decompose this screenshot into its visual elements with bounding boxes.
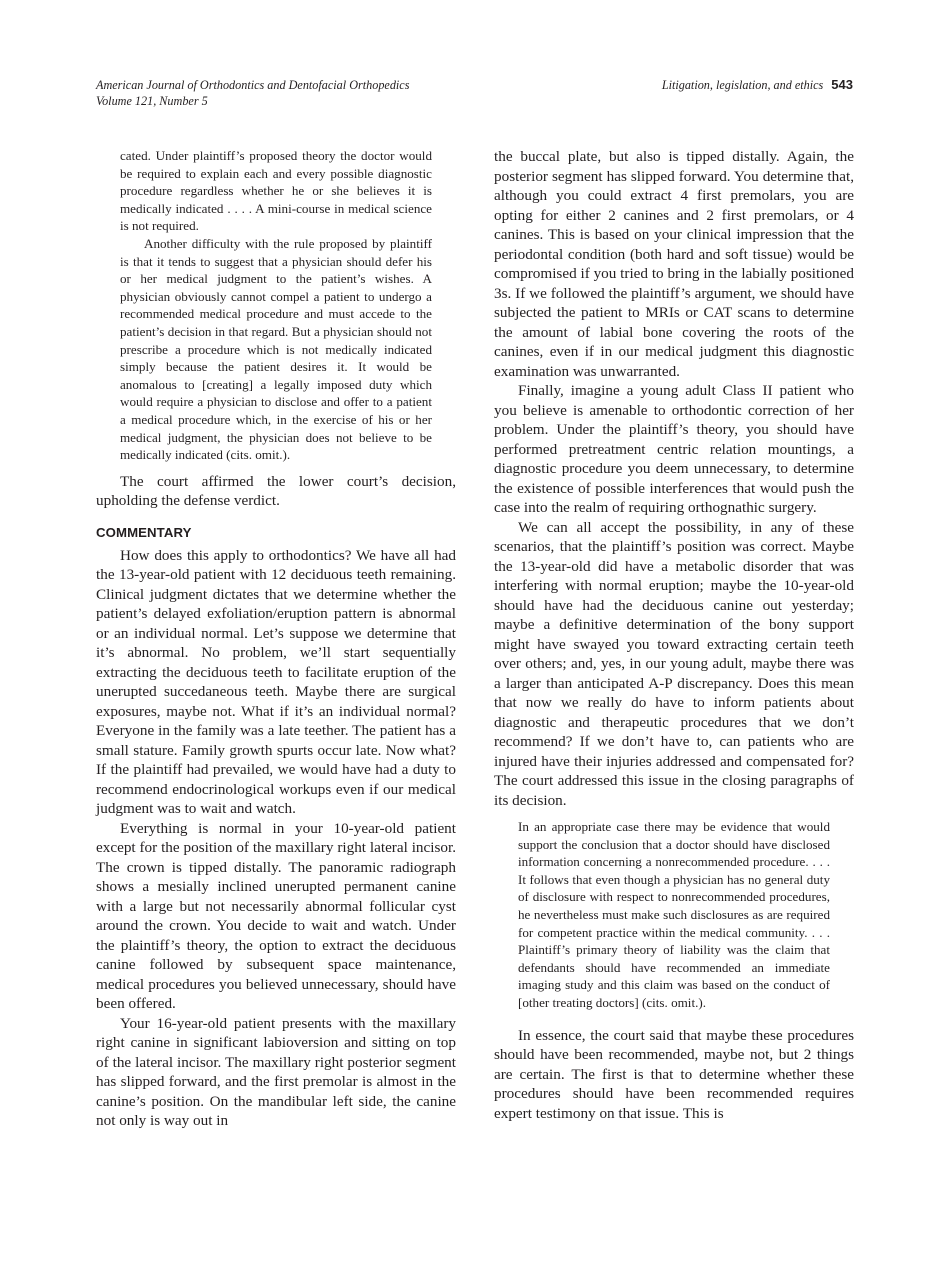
block-quote-court-decision <box>518 818 830 1012</box>
block-quote-court-opinion <box>120 147 432 464</box>
body-paragraph: Finally, imagine a young adult Class II patient who you believe is amenable to orthodontic correction of her problem. Under the plaintiff’s theory, you should have performed pretreatment centric relation mountings, a diagnostic procedure you deem unnecessary, to determine the existence of possible interferences that would push the case into the realm of requiring orthognathic surgery. <box>494 382 854 516</box>
section-header <box>662 77 853 93</box>
quote-paragraph: In an appropriate case there may be evidence that would support the conclusion that a doctor should have disclosed information concerning a nonrecommended procedure. . . . It follows that even though a physician has no general duty of disclosure with respect to nonrecommended procedures, he nevertheless must make such disclosures as are required for competent practice within the medical community. . . . Plaintiff’s primary theory of liability was the claim that defendants should have recommended an immediate imaging study and this claim was based on the conduct of [other treating doctors] (cits. omit.). <box>518 819 830 1010</box>
body-paragraph: In essence, the court said that maybe these procedures should have been recommended, maybe not, but 2 things are certain. The first is that to determine whether these procedures should have been recommended requires expert testimony on that issue. This is <box>494 1026 854 1122</box>
right-column <box>494 147 854 1123</box>
body-paragraph: Everything is normal in your 10-year-old patient except for the position of the maxillary right lateral incisor. The crown is tipped distally. The panoramic radiograph shows a mesially inclined unerupted permanent canine with a large but not necessarily abnormal follicular cyst around the crown. You decide to wait and watch. Under the plaintiff’s theory, the option to extract the deciduous canine followed by subsequent space maintenance, medical procedures you believed unnecessary, should have been offered. <box>96 819 456 1013</box>
journal-volume: Volume 121, Number 5 <box>96 94 208 108</box>
left-column <box>96 147 456 1131</box>
body-paragraph: We can all accept the possibility, in any of these scenarios, that the plaintiff’s position was correct. Maybe the 13-year-old did have a metabolic disorder that was interfering with normal eruption; maybe the 10-year-old should have had the deciduous canine out yesterday; maybe a definitive determination of the bony support might have swayed you toward extracting certain teeth over others; and, yes, in our young adult, maybe there was a larger than anticipated A-P discrepancy. Does this mean that now we really do have to inform patients about diagnostic and therapeutic procedures that we don’t recommend? If we don’t have to, can patients who are injured have their injuries addressed and compensated for? The court addressed this issue in the closing paragraphs of its decision. <box>494 518 854 809</box>
journal-title: American Journal of Orthodontics and Dentofacial Orthopedics <box>96 78 410 92</box>
body-paragraph: How does this apply to orthodontics? We have all had the 13-year-old patient with 12 deciduous teeth remaining. Clinical judgment dictates that we determine whether the patient’s delayed exfoliation/eruption pattern is abnormal or an individual normal. Let’s suppose we determine that it’s abnormal. No problem, we’ll start sequentially extracting the deciduous teeth to facilitate eruption of the unerupted succedaneous teeth. Maybe there are surgical exposures, maybe not. What if it’s an individual normal? Everyone in the family was a late teether. The patient has a small stature. Family growth spurts occur late. Now what? If the plaintiff had prevailed, we would have had a duty to recommend endocrinological workups even if our medical judgment was to wait and watch. <box>96 546 456 818</box>
section-title: Litigation, legislation, and ethics <box>661 78 824 92</box>
body-paragraph: The court affirmed the lower court’s decision, upholding the defense verdict. <box>96 472 456 510</box>
body-paragraph: Your 16-year-old patient presents with the maxillary right canine in significant labioversion and sitting on top of the lateral incisor. The maxillary right posterior segment has slipped forward, and the first premolar is almost in the canine’s position. On the mandibular left side, the canine not only is way out in <box>96 1014 456 1130</box>
page-number: 543 <box>831 77 853 92</box>
quote-paragraph: Another difficulty with the rule proposed by plaintiff is that it tends to suggest that a physician should defer his or her medical judgment to the patient’s wishes. A physician obviously cannot compel a patient to undergo a recommended medical procedure and must accede to the patient’s decision in that regard. But a physician should not prescribe a procedure which is not medically indicated simply because the patient desires it. It would be anomalous to [creating] a legally imposed duty which would require a physician to disclose and offer to a patient a medical procedure which, in the exercise of his or her medical judgment, the physician does not believe to be medically indicated (cits. omit.). <box>120 235 432 463</box>
journal-citation <box>96 77 409 109</box>
quote-paragraph: cated. Under plaintiff’s proposed theory the doctor would be required to explain each and every possible diagnostic procedure regardless whether he or she believes it is medically indicated . . . . A mini-course in medical science is not required. <box>120 148 432 234</box>
body-paragraph: the buccal plate, but also is tipped distally. Again, the posterior segment has slipped forward. You determine that, although you could extract 4 first premolars, you are opting for either 2 canines and 2 first premolars, or 4 canines. This is based on your clinical impression that the periodontal condition (both hard and soft tissue) would be compromised if you tried to bring in the labially positioned 3s. If we followed the plaintiff’s argument, we should have subjected the patient to MRIs or CAT scans to determine the amount of labial bone covering the roots of the canines, even if in our medical judgment this diagnostic examination was unwarranted. <box>494 148 854 380</box>
section-heading-commentary: COMMENTARY <box>96 524 192 540</box>
